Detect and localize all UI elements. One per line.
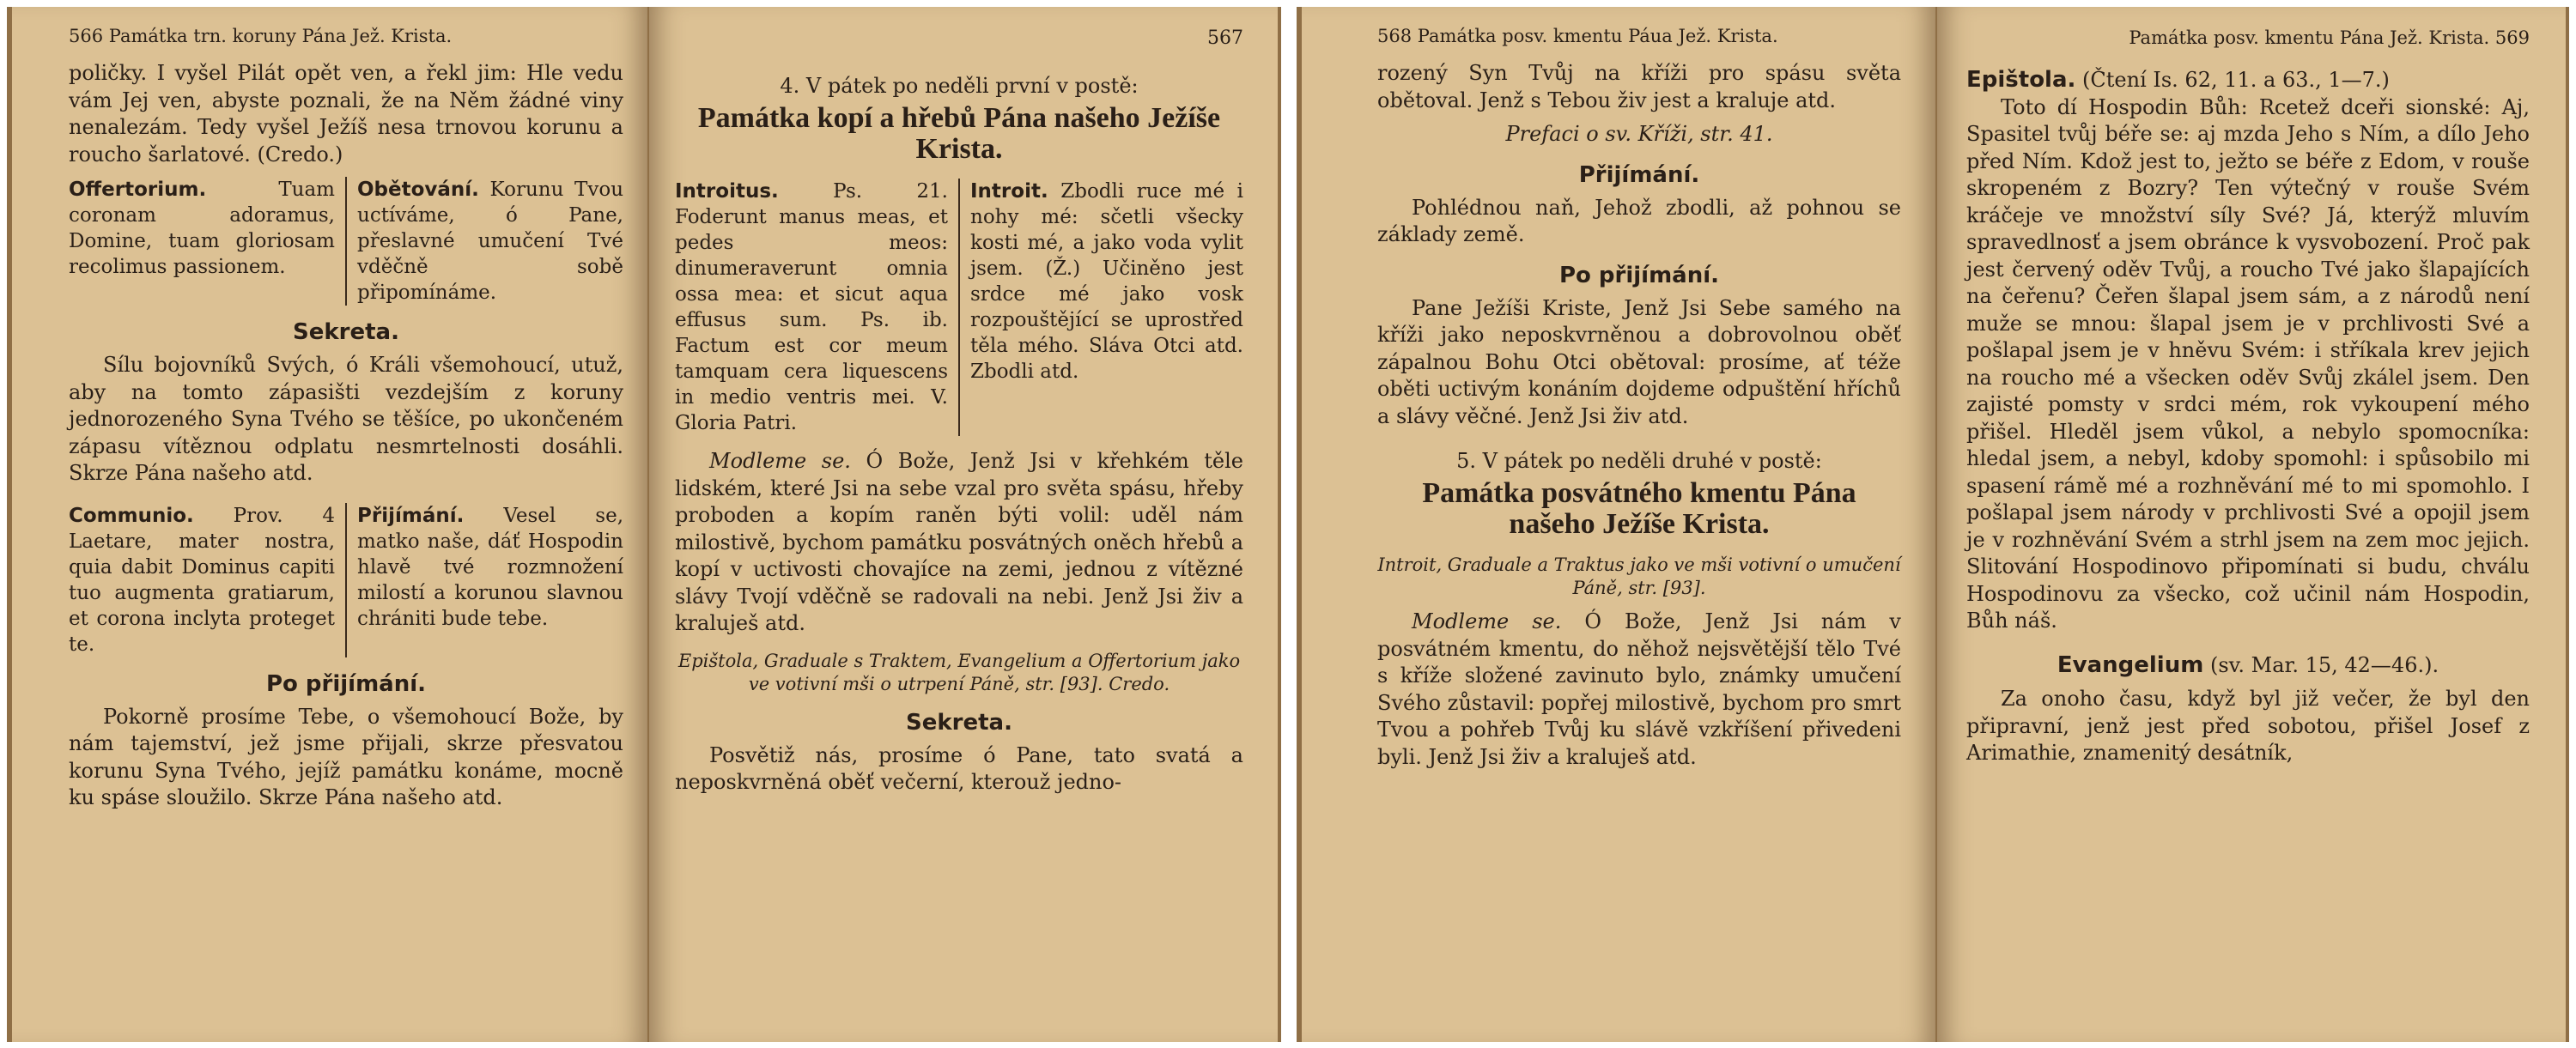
obetovani-heading: Obětování. [357,179,479,201]
page-header-text: 566 Památka trn. koruny Pána Jež. Krista. [69,26,453,46]
modleme-paragraph [1377,609,1901,771]
evangelium-text: Za onoho času, když byl již večer, že byl den připravní, jenž jest před sobotou, přišel Josef z Arimathie, znamenitý desátník, [1966,687,2530,765]
latin-column [69,177,347,306]
poprijimani-text: Pokorně prosíme Tebe, o všemohoucí Bože, by nám tajemství, jež jsme přijali, skrze přesvatou korunu Syna Tvého, jejíž památku konáme, mocně ku spáse sloužilo. Skrze Pána našeho atd. [69,704,623,809]
poprijimani-text: Pane Ježíši Kriste, Jenž Jsi Sebe samého na kříži jako neposkvrněnou a dobrovolnou oběť zápalnou Bohu Otci obětoval: prosíme, ať téže oběti uctivým konáním dojdeme odpuštění hříchů a slávy věčné. Jenž Jsi živ atd. [1377,295,1901,428]
obetovani-text: Korunu Tvou uctíváme, ó Pane, přeslavné umučení Tvé vděčně sobě připomínáme. [357,179,624,304]
sekreta-text: Posvětiž nás, prosíme ó Pane, tato svatá a neposkvrněná oběť večerní, kterouž jedno- [675,742,1243,794]
evangelium-heading: Evangelium [2057,651,2204,678]
modleme-text: Ó Bože, Jenž Jsi v křehkém těle lidském, které Jsi na sebe vzal pro světa spásu, hřeby proboden a kopím raněn býti volil: uděl nám milostivě, bychom památku posvátných oněch hřebů a kopí v uctivosti chovajíce na zemi, jednou z vítězné slávy Tvojí vděčně se radovali na nebi. Jenž Jsi živ a kraluješ atd. [675,449,1243,635]
offertorium-text: Tuam coronam adoramus, Domine, tuam gloriosam recolimus passionem. [69,179,335,278]
running-header [1377,26,1901,60]
poprijimani-heading: Po přijímání. [265,670,427,697]
book-spread-568-569 [1297,7,2569,1042]
section-title: Památka posvátného kmentu Pána našeho Ježíše Krista. [1422,477,1856,540]
page-568 [1302,7,1935,1042]
page-566 [12,7,647,1042]
latin-column [69,503,347,657]
page-567 [649,7,1278,1042]
running-header [69,26,623,60]
czech-column [347,177,623,306]
prijimani-heading: Přijímání. [357,504,465,527]
page-header-text: 568 Památka posv. kmentu Páua Jež. Krista. [1377,26,1778,46]
running-header [1966,27,2530,62]
book-spread-566-567 [7,7,1281,1042]
introitus-text: Ps. 21. Foderunt manus meas, et pedes meos: dinumeraverunt omnia ossa mea: et sicut aqua effusus sum. Ps. ib. Factum est cor meum tamquam cera liquescens in medio ventris mei. V. Gloria Patri. [675,180,948,434]
epistola-reference: (Čtení Is. 62, 11. a 63., 1—7.) [2082,68,2390,92]
section-subtitle: 4. V pátek po neděli první v postě: [780,74,1139,98]
prijimani-text: Vesel se, matko naše, dáť Hospodin hlavě tvé rozmnožení milostí a korunou slavnou chrániti bude tebe. [357,504,624,630]
page-569 [1937,7,2566,1042]
evangelium-heading-line [1966,652,2530,680]
offertorium-block [69,177,623,306]
introitus-heading: Introitus. [675,180,779,203]
modleme-label: Modleme se. [709,449,851,473]
introit-text: Zbodli ruce mé i nohy mé: sčetli všecky kosti mé, a jako voda vylit jsem. (Ž.) Učiněno jest srdce mé jako vosk rozpouštějící se uprostřed těla mého. Sláva Otci atd. Zbodli atd. [970,180,1243,383]
epistola-text: Toto dí Hospodin Bůh: Rcetež dceři sionské: Aj, Spasitel tvůj béře se: aj mzda Jeho s Ním, a dílo Jeho před Ním. Kdož jest to, ježto se béře z Edom, v rouše skropeném z Bozry? Ten výtečný v rouše Svém kráčeje ve množství síly Své? Já, kterýž mluvím spravedlnosť a jsem obránce k vysvobození. Proč pak jest červený oděv Tvůj, a roucho Tvé jako šlapajících na čeřenu? Čeřen šlapal jsem sám, a z národů není muže se mnou: šlapal jsem je v prchlivosti Své a pošlapal jsem je v hněvu Svém: i stříkala krev jejich na roucho mé a všecken oděv Svůj zkálel jsem. Den zajisté pomsty v srdci mém, rok vykoupení mého přišel. Hleděl jsem vůkol, a nebylo spomocníka: hledal jsem, a nebyl, kdoby spomohl: i spůsobilo mi spasení rámě mé a rozhněvání mé to mi spomohlo. I pošlapal jsem národy v prchlivosti Své a opojil jsem je v rozhněvání Svém a strhl jsem na zem moc jejich. Slitování Hospodinovo připomínati si budu, chválu Hospodinovu za všecko, což učinil nám Hospodin, Bůh náš. [1966,94,2530,633]
section-subtitle: 5. V pátek po neděli druhé v postě: [1456,449,1822,473]
communio-block [69,503,623,657]
sekreta-heading: Sekreta. [293,319,399,345]
page-header-text: Památka posv. kmentu Pána Jež. Krista. 569 [2129,27,2530,48]
passage-continuation: poličky. I vyšel Pilát opět ven, a řekl jim: Hle vedu vám Jej ven, abyste poznali, že na Něm žádné viny nenalezám. Tedy vyšel Ježíš nesa trnovou korunu a roucho šarlatové. (Credo.) [69,61,623,167]
prijimani-text: Pohlédnou naň, Jehož zbodli, až pohnou se základy země. [1377,195,1901,246]
communio-heading: Communio. [69,504,194,527]
czech-column [960,179,1243,436]
modleme-text: Ó Bože, Jenž Jsi nám v posvátném kmentu, do něhož nejsvětější tělo Tvé s kříže složené zavinuto bylo, známky umučení Svého zůstavil: popřej milostivě, bychom pro smrt Tvou a pohřeb Tvůj ku slávě vzkříšení přivedeni byli. Jenž Jsi živ a kraluješ atd. [1377,609,1901,769]
epistola-note: Epištola, Graduale s Traktem, Evangelium a Offertorium jako ve votivní mši o utrpení Páně, str. [93]. Credo. [677,650,1241,694]
introitus-block [675,179,1243,436]
running-header [675,27,1243,62]
page-number: 567 [1207,27,1243,49]
communio-text: Prov. 4 Laetare, mater nostra, quia dabit Dominus capiti tuo augmenta gratiarum, et corona inclyta proteget te. [69,504,336,656]
passage-continuation: rozený Syn Tvůj na kříži pro spásu světa obětoval. Jenž s Tebou živ jest a kraluje atd. [1377,61,1901,112]
prefaci-note: Prefaci o sv. Kříži, str. 41. [1505,122,1773,146]
sekreta-heading: Sekreta. [906,709,1012,736]
epistola-heading: Epištola. [1966,67,2076,93]
epistola-heading-line [1966,67,2530,94]
latin-column [675,179,960,436]
section-title: Památka kopí a hřebů Pána našeho Ježíše Krista. [697,102,1221,165]
prijimani-heading: Přijímání. [1578,161,1700,188]
evangelium-reference: (sv. Mar. 15, 42—46.). [2209,652,2439,677]
poprijimani-heading: Po přijímání. [1558,262,1720,288]
czech-column [347,503,623,657]
offertorium-heading: Offertorium. [69,179,207,201]
modleme-label: Modleme se. [1412,609,1562,633]
introit-note: Introit, Graduale a Traktus jako ve mši votivní o umučení Páně, str. [93]. [1377,554,1901,598]
introit-heading: Introit. [970,180,1048,203]
modleme-paragraph [675,448,1243,638]
sekreta-text: Sílu bojovníků Svých, ó Králi všemohoucí, utuž, aby na tomto zápasišti vezdejším z koruny jednorozeného Syna Tvého se těšíce, po ukončeném zápasu vítěznou odplatu nesmrtelnosti dosáhli. Skrze Pána našeho atd. [69,353,623,485]
